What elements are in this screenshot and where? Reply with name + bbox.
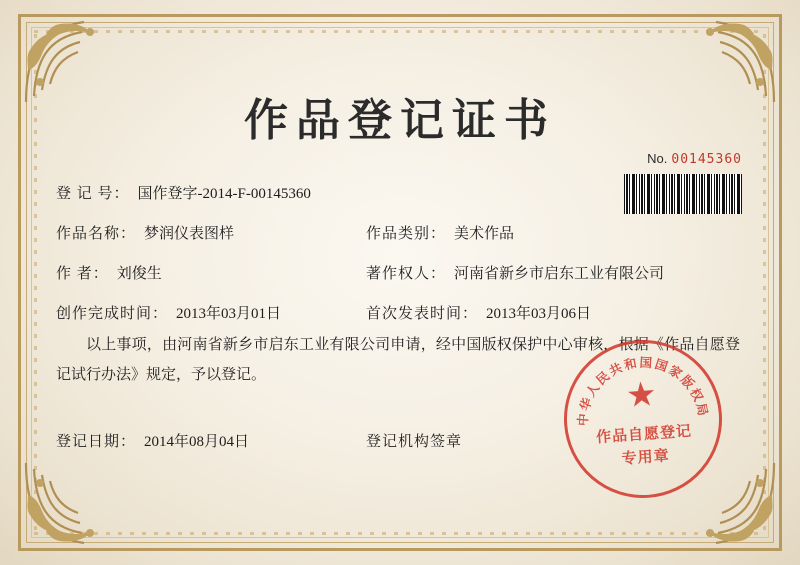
- field-work-category: [366, 222, 744, 243]
- edge-pattern-bottom: [34, 532, 766, 535]
- serial-prefix: No.: [647, 151, 668, 166]
- field-label: 创作完成时间：: [56, 306, 169, 322]
- field-label: 作 者：: [56, 266, 109, 282]
- field-label: 首次发表时间：: [366, 306, 479, 322]
- field-row: [56, 262, 744, 283]
- seal-line-1: 作品自愿登记: [595, 423, 693, 447]
- edge-pattern-top: [34, 30, 766, 33]
- field-label: 著作权人：: [366, 266, 447, 282]
- statement-text: 以上事项，由河南省新乡市启东工业有限公司申请，经中国版权保护中心审核，根据《作品自愿登记试行办法》规定，予以登记。: [56, 337, 740, 383]
- field-value: 刘俊生: [116, 266, 162, 282]
- field-label: 作品类别：: [366, 226, 447, 242]
- edge-pattern-right: [763, 34, 766, 531]
- field-value: 美术作品: [454, 226, 515, 242]
- seal-arc-label: 中华人民共和国国家版权局: [575, 355, 711, 427]
- field-author: [56, 262, 366, 283]
- field-label: 作品名称：: [56, 226, 137, 242]
- page-title: 作品登记证书: [244, 95, 556, 146]
- field-value: 2014年08月04日: [144, 434, 250, 450]
- field-value: 2013年03月06日: [486, 306, 592, 322]
- seal-line-2: 专用章: [621, 448, 671, 468]
- field-label: 登记机构签章: [366, 434, 463, 450]
- edge-pattern-left: [34, 34, 37, 531]
- serial-number: 00145360: [671, 152, 742, 167]
- field-work-title: [56, 222, 366, 243]
- field-first-publication-date: [366, 302, 744, 323]
- field-value: 河南省新乡市启东工业有限公司: [454, 266, 665, 282]
- field-row: [56, 182, 744, 203]
- field-value: 梦润仪表图样: [144, 226, 235, 242]
- official-seal: [559, 335, 728, 504]
- field-copyright-owner: [366, 262, 744, 283]
- field-label: 登记日期：: [56, 434, 137, 450]
- field-value: 2013年03月01日: [176, 306, 282, 322]
- field-row: [56, 302, 744, 323]
- fields-block: [56, 182, 744, 342]
- field-creation-date: [56, 302, 366, 323]
- star-icon: ★: [624, 376, 658, 416]
- field-row: [56, 222, 744, 243]
- field-value: 国作登字-2014-F-00145360: [137, 186, 311, 202]
- field-registration-date: [56, 430, 366, 451]
- field-registration-number: [56, 182, 366, 203]
- field-label: 登 记 号：: [56, 186, 130, 202]
